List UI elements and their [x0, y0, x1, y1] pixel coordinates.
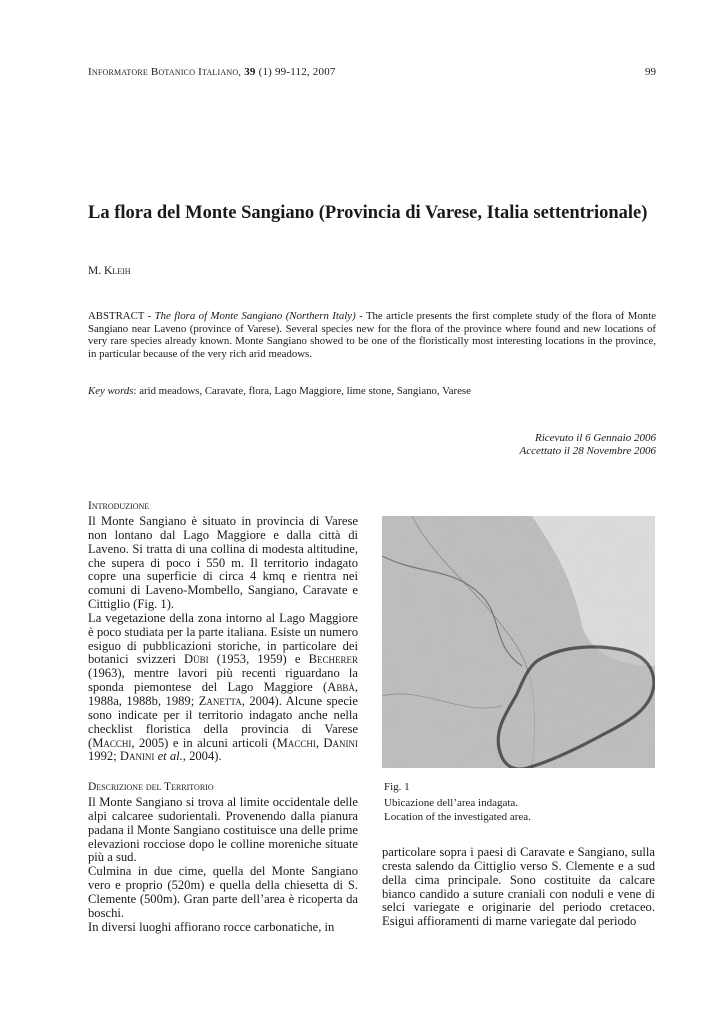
territory-paragraph-1: Il Monte Sangiano si trova al limite occidentale delle alpi calcaree sudorientali. Provenendo dalla pianura padana il Monte Sangiano costituisce una delle prime elevazioni rocciose dopo le colline moreniche situate più a sud. — [88, 795, 358, 865]
territory-heading: Descrizione del Territorio — [88, 781, 214, 793]
introduction-heading: Introduzione — [88, 500, 150, 512]
journal-name: Informatore Botanico Italiano, — [88, 66, 245, 78]
page-number: 99 — [645, 66, 656, 78]
introduction-paragraph-1: Il Monte Sangiano è situato in provincia di Varese non lontano dal Lago Maggiore e dalla città di Laveno. Si tratta di una collina di modesta altitudine, che supera di poco i 550 m. Il territorio indagato copre una superficie di circa 4 kmq e rientra nei comuni di Laveno-Mombello, Sangiano, Caravate e Cittiglio (Fig. 1). — [88, 514, 358, 612]
article-title: La flora del Monte Sangiano (Provincia di Varese, Italia settentrionale) — [88, 203, 648, 223]
accepted-date: Accettato il 28 Novembre 2006 — [519, 445, 656, 457]
keywords — [88, 385, 656, 397]
running-head — [88, 66, 336, 78]
territory-text — [88, 796, 358, 934]
figure-caption-italian: Ubicazione dell’area indagata. — [384, 797, 519, 809]
territory-paragraph-3: In diversi luoghi affiorano rocce carbonatiche, in — [88, 919, 335, 934]
journal-volume: 39 — [244, 66, 256, 78]
abstract — [88, 310, 656, 360]
abstract-body: - The article presents the first complete study of the flora of Monte Sangiano near Laveno (province of Varese). Several species new for the flora of the province where found and new locations of very rare species already known. Monte Sangiano showed to be one of the floristically most interesting locations in the province, in particular because of the very rich arid meadows. — [88, 310, 656, 360]
keywords-label: Key words — [88, 385, 134, 397]
submission-dates — [456, 432, 656, 458]
introduction-paragraph-2: La vegetazione della zona intorno al Lago Maggiore è poco studiata per la parte italiana. Esiste un numero esiguo di pubblicazioni storiche, in particolare dei botanici svizzeri Dübi (1953, 1959) e Becherer (1963), mentre lavori più recenti riguardano la sponda piemontese del Lago Maggiore (Abbà, 1988a, 1988b, 1989; Zanetta, 2004). Alcune specie sono indicate per il territorio indagato anche nella checklist floristica della provincia di Varese (Macchi, 2005) e in alcuni articoli (Macchi, Danini 1992; Danini et al., 2004). — [88, 610, 359, 764]
keywords-text: : arid meadows, Caravate, flora, Lago Maggiore, lime stone, Sangiano, Varese — [133, 385, 471, 397]
figure-label: Fig. 1 — [384, 781, 410, 793]
territory-paragraph-2: Culmina in due cime, quella del Monte Sangiano vero e proprio (520m) e quella della chiesetta di S. Clemente (500m). Gran parte dell’area è ricoperta da boschi. — [88, 864, 358, 920]
introduction-text — [88, 515, 358, 764]
abstract-english-title: The flora of Monte Sangiano (Northern Italy) — [154, 310, 356, 322]
right-column-paragraph: particolare sopra i paesi di Caravate e Sangiano, sulla cresta salendo da Cittiglio verso S. Clemente e a sud della cima principale. Sono costituite da calcare bianco candido a suture craniali con noduli e vene di selci variegate e originarie del periodo cretaceo. Esigui affioramenti di marne variegate dal periodo — [382, 845, 655, 929]
received-date: Ricevuto il 6 Gennaio 2006 — [535, 432, 656, 444]
author: M. Kleih — [88, 265, 131, 277]
figure-caption-english: Location of the investigated area. — [384, 811, 531, 823]
journal-issue-pages: (1) 99-112, 2007 — [255, 66, 336, 78]
abstract-label: ABSTRACT - — [88, 310, 155, 322]
study-area-map — [382, 516, 655, 768]
right-column-text — [382, 846, 655, 929]
